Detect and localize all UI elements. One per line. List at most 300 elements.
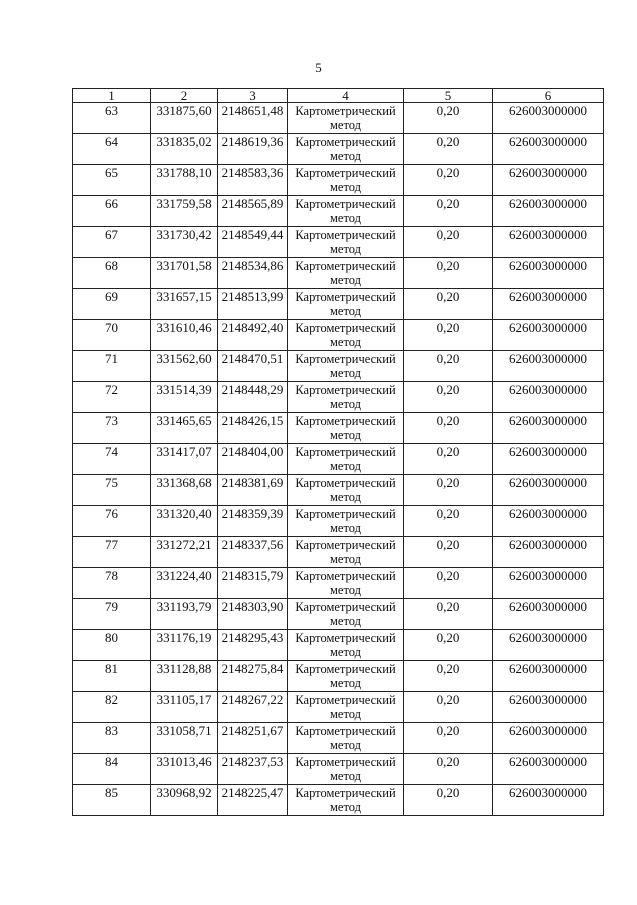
table-row [73, 134, 604, 165]
accuracy-cell [404, 165, 493, 196]
x-coordinate-cell-value: 331105,17 [156, 692, 212, 707]
point-number-cell-value: 72 [105, 382, 118, 397]
code-cell [493, 661, 604, 692]
accuracy-cell [404, 103, 493, 134]
x-coordinate-cell [151, 103, 218, 134]
method-text-line2: метод [329, 211, 361, 225]
code-cell [493, 134, 604, 165]
point-number-cell-value: 71 [105, 351, 118, 366]
code-cell-value: 626003000000 [509, 754, 587, 769]
accuracy-cell [404, 320, 493, 351]
method-cell [288, 661, 404, 692]
point-number-cell-value: 65 [105, 165, 118, 180]
header-col-5: 5 [404, 89, 493, 103]
method-text-line1: Картометрический [295, 538, 396, 552]
code-cell [493, 599, 604, 630]
method-text-line1: Картометрический [295, 414, 396, 428]
y-coordinate-cell-value: 2148275,84 [221, 661, 284, 676]
method-text-line2: метод [329, 118, 361, 132]
method-cell [288, 227, 404, 258]
method-text-line1: Картометрический [295, 290, 396, 304]
accuracy-cell [404, 134, 493, 165]
x-coordinate-cell-value: 330968,92 [156, 785, 212, 800]
header-col-3: 3 [218, 89, 288, 103]
code-cell [493, 196, 604, 227]
y-coordinate-cell [218, 320, 288, 351]
code-cell [493, 382, 604, 413]
y-coordinate-cell [218, 599, 288, 630]
code-cell [493, 568, 604, 599]
accuracy-cell-value: 0,20 [436, 630, 460, 645]
x-coordinate-cell-value: 331058,71 [156, 723, 212, 738]
code-cell-value: 626003000000 [509, 134, 587, 149]
accuracy-cell [404, 475, 493, 506]
method-text-line2: метод [329, 304, 361, 318]
x-coordinate-cell [151, 475, 218, 506]
accuracy-cell-value: 0,20 [436, 320, 460, 335]
accuracy-cell-value: 0,20 [436, 258, 460, 273]
method-text-line2: метод [329, 521, 361, 535]
method-text-line1: Картометрический [295, 321, 396, 335]
page-number: 5 [315, 60, 322, 75]
point-number-cell [73, 475, 151, 506]
point-number-cell-value: 80 [105, 630, 118, 645]
y-coordinate-cell-value: 2148251,67 [221, 723, 284, 738]
point-number-cell [73, 165, 151, 196]
code-cell-value: 626003000000 [509, 537, 587, 552]
y-coordinate-cell [218, 537, 288, 568]
x-coordinate-cell-value: 331417,07 [156, 444, 212, 459]
point-number-cell-value: 70 [105, 320, 118, 335]
table-row [73, 351, 604, 382]
accuracy-cell-value: 0,20 [436, 599, 460, 614]
x-coordinate-cell [151, 289, 218, 320]
method-text-line2: метод [329, 366, 361, 380]
y-coordinate-cell-value: 2148565,89 [221, 196, 284, 211]
code-cell [493, 723, 604, 754]
method-text-line2: метод [329, 273, 361, 287]
method-text-line1: Картометрический [295, 383, 396, 397]
method-text-line2: метод [329, 335, 361, 349]
y-coordinate-cell-value: 2148381,69 [221, 475, 284, 490]
y-coordinate-cell [218, 165, 288, 196]
method-cell [288, 413, 404, 444]
code-cell [493, 320, 604, 351]
x-coordinate-cell [151, 692, 218, 723]
x-coordinate-cell [151, 351, 218, 382]
x-coordinate-cell-value: 331368,68 [156, 475, 212, 490]
x-coordinate-cell [151, 444, 218, 475]
coordinates-table [72, 88, 604, 816]
method-cell [288, 630, 404, 661]
code-cell-value: 626003000000 [509, 506, 587, 521]
method-text-line2: метод [329, 242, 361, 256]
code-cell [493, 165, 604, 196]
code-cell [493, 630, 604, 661]
method-text-line2: метод [329, 180, 361, 194]
header-col-2: 2 [151, 89, 218, 103]
code-cell-value: 626003000000 [509, 258, 587, 273]
y-coordinate-cell [218, 723, 288, 754]
accuracy-cell [404, 630, 493, 661]
point-number-cell-value: 85 [105, 785, 118, 800]
accuracy-cell [404, 661, 493, 692]
point-number-cell-value: 83 [105, 723, 118, 738]
y-coordinate-cell-value: 2148470,51 [221, 351, 284, 366]
accuracy-cell [404, 568, 493, 599]
point-number-cell [73, 537, 151, 568]
table-row [73, 413, 604, 444]
table-row [73, 289, 604, 320]
table-row [73, 227, 604, 258]
table-row [73, 444, 604, 475]
y-coordinate-cell [218, 444, 288, 475]
x-coordinate-cell-value: 331657,15 [156, 289, 212, 304]
accuracy-cell-value: 0,20 [436, 227, 460, 242]
point-number-cell [73, 413, 151, 444]
x-coordinate-cell-value: 331013,46 [156, 754, 212, 769]
point-number-cell [73, 196, 151, 227]
method-cell [288, 599, 404, 630]
method-text-line2: метод [329, 614, 361, 628]
y-coordinate-cell-value: 2148651,48 [221, 103, 284, 118]
x-coordinate-cell [151, 568, 218, 599]
accuracy-cell [404, 413, 493, 444]
y-coordinate-cell [218, 196, 288, 227]
point-number-cell-value: 66 [105, 196, 118, 211]
header-col-4: 4 [288, 89, 404, 103]
point-number-cell [73, 506, 151, 537]
point-number-cell [73, 382, 151, 413]
code-cell-value: 626003000000 [509, 785, 587, 800]
point-number-cell-value: 82 [105, 692, 118, 707]
method-text-line1: Картометрический [295, 352, 396, 366]
method-text-line2: метод [329, 428, 361, 442]
point-number-cell [73, 103, 151, 134]
y-coordinate-cell-value: 2148337,56 [221, 537, 284, 552]
code-cell [493, 475, 604, 506]
accuracy-cell [404, 382, 493, 413]
y-coordinate-cell-value: 2148448,29 [221, 382, 284, 397]
x-coordinate-cell [151, 134, 218, 165]
accuracy-cell-value: 0,20 [436, 165, 460, 180]
point-number-cell-value: 69 [105, 289, 118, 304]
method-text-line2: метод [329, 769, 361, 783]
method-cell [288, 568, 404, 599]
accuracy-cell [404, 289, 493, 320]
code-cell-value: 626003000000 [509, 475, 587, 490]
method-text-line2: метод [329, 800, 361, 814]
accuracy-cell-value: 0,20 [436, 723, 460, 738]
point-number-cell-value: 81 [105, 661, 118, 676]
code-cell-value: 626003000000 [509, 413, 587, 428]
x-coordinate-cell-value: 331835,02 [156, 134, 212, 149]
point-number-cell [73, 754, 151, 785]
accuracy-cell-value: 0,20 [436, 475, 460, 490]
y-coordinate-cell-value: 2148237,53 [221, 754, 284, 769]
table-row [73, 506, 604, 537]
method-text-line1: Картометрический [295, 228, 396, 242]
code-cell-value: 626003000000 [509, 444, 587, 459]
y-coordinate-cell [218, 754, 288, 785]
x-coordinate-cell [151, 754, 218, 785]
y-coordinate-cell [218, 382, 288, 413]
accuracy-cell-value: 0,20 [436, 785, 460, 800]
table-row [73, 258, 604, 289]
code-cell-value: 626003000000 [509, 382, 587, 397]
header-col-1: 1 [73, 89, 151, 103]
table-row [73, 785, 604, 816]
accuracy-cell-value: 0,20 [436, 506, 460, 521]
method-text-line1: Картометрический [295, 693, 396, 707]
point-number-cell-value: 64 [105, 134, 118, 149]
table-row [73, 475, 604, 506]
method-text-line2: метод [329, 676, 361, 690]
method-text-line1: Картометрический [295, 569, 396, 583]
code-cell-value: 626003000000 [509, 196, 587, 211]
table-header-row [73, 89, 604, 103]
y-coordinate-cell-value: 2148359,39 [221, 506, 284, 521]
table-row [73, 630, 604, 661]
y-coordinate-cell-value: 2148492,40 [221, 320, 284, 335]
x-coordinate-cell-value: 331128,88 [156, 661, 212, 676]
method-cell [288, 785, 404, 816]
y-coordinate-cell-value: 2148426,15 [221, 413, 284, 428]
method-text-line1: Картометрический [295, 631, 396, 645]
method-text-line2: метод [329, 397, 361, 411]
point-number-cell-value: 76 [105, 506, 118, 521]
x-coordinate-cell-value: 331514,39 [156, 382, 212, 397]
point-number-cell-value: 73 [105, 413, 118, 428]
method-text-line2: метод [329, 490, 361, 504]
x-coordinate-cell-value: 331224,40 [156, 568, 212, 583]
table-row [73, 599, 604, 630]
y-coordinate-cell-value: 2148549,44 [221, 227, 284, 242]
y-coordinate-cell-value: 2148583,36 [221, 165, 284, 180]
method-text-line1: Картометрический [295, 197, 396, 211]
accuracy-cell-value: 0,20 [436, 351, 460, 366]
y-coordinate-cell [218, 258, 288, 289]
point-number-cell-value: 78 [105, 568, 118, 583]
accuracy-cell [404, 196, 493, 227]
code-cell [493, 537, 604, 568]
accuracy-cell [404, 227, 493, 258]
code-cell [493, 506, 604, 537]
method-text-line1: Картометрический [295, 600, 396, 614]
point-number-cell-value: 67 [105, 227, 118, 242]
method-text-line2: метод [329, 707, 361, 721]
accuracy-cell [404, 506, 493, 537]
x-coordinate-cell [151, 320, 218, 351]
point-number-cell-value: 79 [105, 599, 118, 614]
method-text-line2: метод [329, 738, 361, 752]
y-coordinate-cell [218, 351, 288, 382]
point-number-cell [73, 227, 151, 258]
y-coordinate-cell [218, 661, 288, 692]
point-number-cell [73, 258, 151, 289]
y-coordinate-cell-value: 2148513,99 [221, 289, 284, 304]
code-cell-value: 626003000000 [509, 103, 587, 118]
method-text-line2: метод [329, 459, 361, 473]
method-text-line1: Картометрический [295, 135, 396, 149]
code-cell [493, 692, 604, 723]
y-coordinate-cell-value: 2148295,43 [221, 630, 284, 645]
point-number-cell [73, 630, 151, 661]
y-coordinate-cell-value: 2148619,36 [221, 134, 284, 149]
method-text-line1: Картометрический [295, 755, 396, 769]
method-cell [288, 723, 404, 754]
point-number-cell [73, 320, 151, 351]
code-cell-value: 626003000000 [509, 630, 587, 645]
code-cell-value: 626003000000 [509, 351, 587, 366]
code-cell-value: 626003000000 [509, 661, 587, 676]
point-number-cell [73, 289, 151, 320]
y-coordinate-cell [218, 568, 288, 599]
y-coordinate-cell-value: 2148303,90 [221, 599, 284, 614]
x-coordinate-cell-value: 331610,46 [156, 320, 212, 335]
y-coordinate-cell-value: 2148404,00 [221, 444, 284, 459]
point-number-cell [73, 444, 151, 475]
point-number-cell-value: 68 [105, 258, 118, 273]
x-coordinate-cell-value: 331193,79 [156, 599, 212, 614]
method-text-line1: Картометрический [295, 662, 396, 676]
x-coordinate-cell [151, 661, 218, 692]
table-row [73, 754, 604, 785]
table-row [73, 537, 604, 568]
table-row [73, 661, 604, 692]
point-number-cell-value: 77 [105, 537, 118, 552]
method-text-line1: Картометрический [295, 507, 396, 521]
code-cell [493, 351, 604, 382]
x-coordinate-cell [151, 227, 218, 258]
method-cell [288, 475, 404, 506]
point-number-cell [73, 692, 151, 723]
method-cell [288, 754, 404, 785]
method-cell [288, 692, 404, 723]
method-text-line1: Картометрический [295, 724, 396, 738]
method-text-line1: Картометрический [295, 476, 396, 490]
accuracy-cell-value: 0,20 [436, 382, 460, 397]
x-coordinate-cell-value: 331562,60 [156, 351, 212, 366]
code-cell [493, 289, 604, 320]
accuracy-cell [404, 754, 493, 785]
table-row [73, 103, 604, 134]
y-coordinate-cell [218, 413, 288, 444]
header-col-6: 6 [493, 89, 604, 103]
x-coordinate-cell [151, 413, 218, 444]
method-cell [288, 320, 404, 351]
code-cell [493, 103, 604, 134]
accuracy-cell-value: 0,20 [436, 444, 460, 459]
y-coordinate-cell [218, 506, 288, 537]
x-coordinate-cell [151, 723, 218, 754]
y-coordinate-cell [218, 630, 288, 661]
accuracy-cell-value: 0,20 [436, 661, 460, 676]
code-cell-value: 626003000000 [509, 692, 587, 707]
method-text-line2: метод [329, 149, 361, 163]
accuracy-cell [404, 351, 493, 382]
accuracy-cell-value: 0,20 [436, 754, 460, 769]
table-row [73, 382, 604, 413]
method-cell [288, 382, 404, 413]
accuracy-cell-value: 0,20 [436, 196, 460, 211]
x-coordinate-cell [151, 630, 218, 661]
table-row [73, 165, 604, 196]
accuracy-cell [404, 723, 493, 754]
accuracy-cell-value: 0,20 [436, 413, 460, 428]
accuracy-cell [404, 599, 493, 630]
accuracy-cell [404, 692, 493, 723]
x-coordinate-cell [151, 599, 218, 630]
x-coordinate-cell-value: 331788,10 [156, 165, 212, 180]
point-number-cell [73, 134, 151, 165]
x-coordinate-cell [151, 382, 218, 413]
table-row [73, 723, 604, 754]
x-coordinate-cell-value: 331320,40 [156, 506, 212, 521]
method-cell [288, 196, 404, 227]
y-coordinate-cell-value: 2148534,86 [221, 258, 284, 273]
x-coordinate-cell [151, 506, 218, 537]
point-number-cell-value: 74 [105, 444, 118, 459]
table-row [73, 196, 604, 227]
x-coordinate-cell-value: 331759,58 [156, 196, 212, 211]
y-coordinate-cell [218, 227, 288, 258]
accuracy-cell [404, 537, 493, 568]
table-row [73, 692, 604, 723]
table-row [73, 568, 604, 599]
accuracy-cell-value: 0,20 [436, 103, 460, 118]
method-text-line1: Картометрический [295, 786, 396, 800]
accuracy-cell-value: 0,20 [436, 568, 460, 583]
code-cell [493, 754, 604, 785]
y-coordinate-cell [218, 475, 288, 506]
y-coordinate-cell [218, 103, 288, 134]
method-cell [288, 258, 404, 289]
y-coordinate-cell [218, 134, 288, 165]
accuracy-cell [404, 258, 493, 289]
code-cell-value: 626003000000 [509, 568, 587, 583]
point-number-cell [73, 351, 151, 382]
table-row [73, 320, 604, 351]
x-coordinate-cell-value: 331701,58 [156, 258, 212, 273]
code-cell-value: 626003000000 [509, 320, 587, 335]
x-coordinate-cell [151, 196, 218, 227]
method-text-line2: метод [329, 645, 361, 659]
method-cell [288, 444, 404, 475]
y-coordinate-cell-value: 2148225,47 [221, 785, 284, 800]
y-coordinate-cell-value: 2148315,79 [221, 568, 284, 583]
code-cell [493, 444, 604, 475]
code-cell-value: 626003000000 [509, 599, 587, 614]
method-text-line2: метод [329, 583, 361, 597]
x-coordinate-cell-value: 331465,65 [156, 413, 212, 428]
code-cell [493, 785, 604, 816]
y-coordinate-cell-value: 2148267,22 [221, 692, 284, 707]
accuracy-cell-value: 0,20 [436, 537, 460, 552]
code-cell-value: 626003000000 [509, 723, 587, 738]
code-cell-value: 626003000000 [509, 227, 587, 242]
method-cell [288, 537, 404, 568]
x-coordinate-cell-value: 331875,60 [156, 103, 212, 118]
accuracy-cell [404, 785, 493, 816]
code-cell [493, 227, 604, 258]
point-number-cell [73, 568, 151, 599]
y-coordinate-cell [218, 785, 288, 816]
point-number-cell [73, 723, 151, 754]
method-cell [288, 351, 404, 382]
method-cell [288, 103, 404, 134]
method-text-line1: Картометрический [295, 104, 396, 118]
